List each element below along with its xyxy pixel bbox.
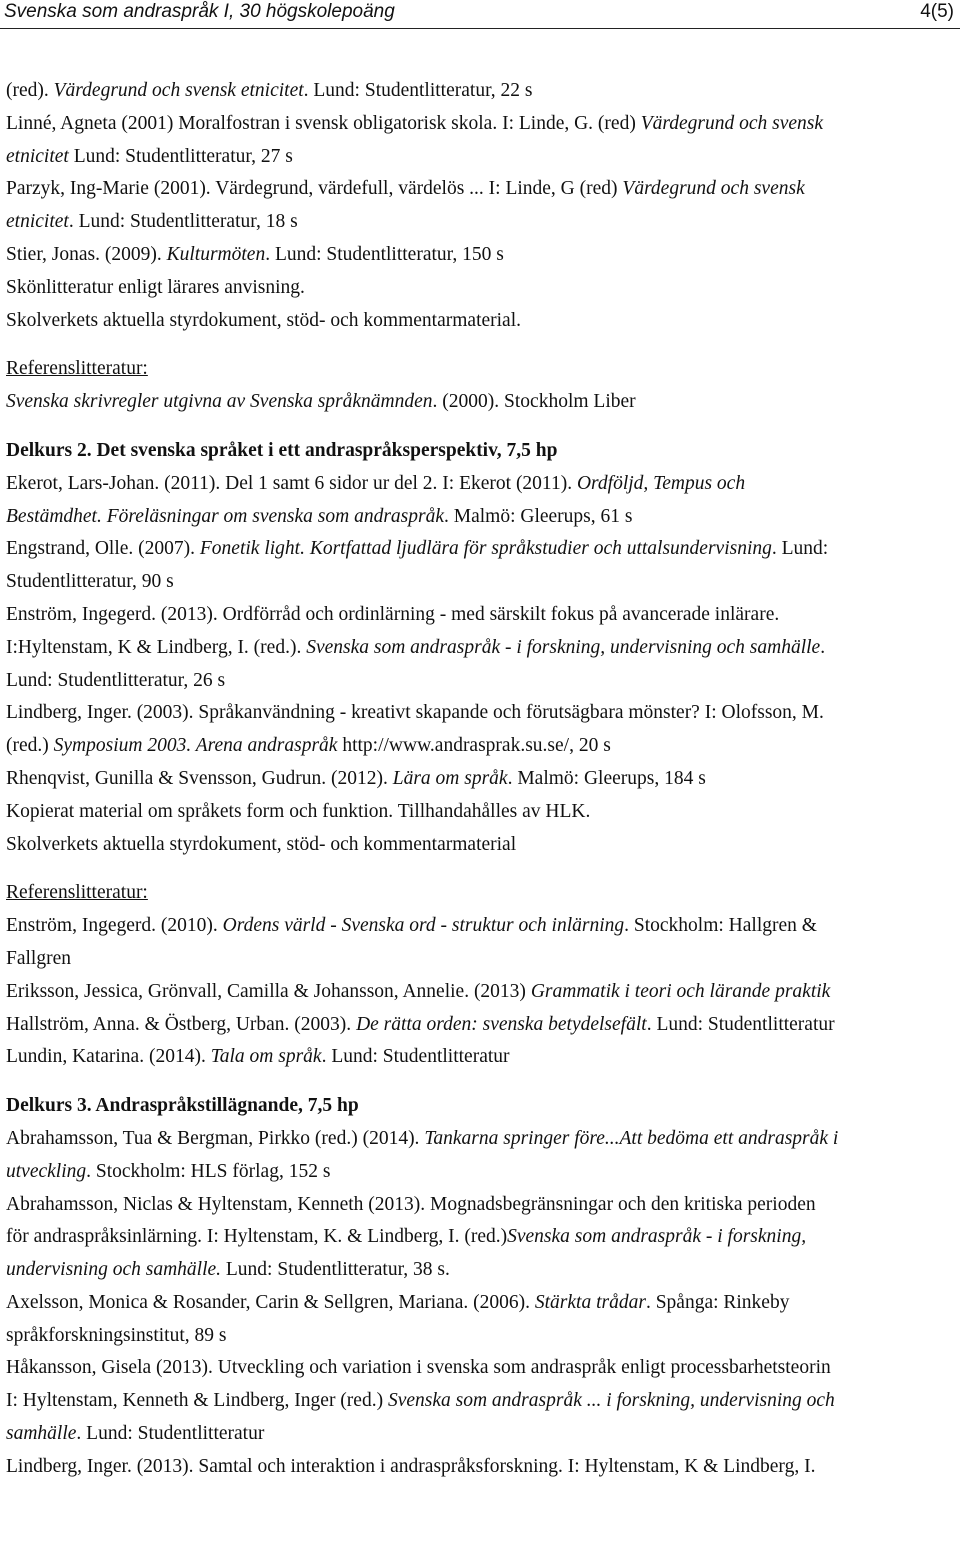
text-line xyxy=(6,1418,956,1451)
text-segment: . Lund: Studentlitteratur, 22 s xyxy=(303,80,533,101)
text-line xyxy=(6,566,956,599)
text-line xyxy=(6,206,956,239)
text-segment: . Lund: Studentlitteratur, 150 s xyxy=(265,243,504,265)
page-header xyxy=(0,0,960,29)
text-segment: samhälle xyxy=(6,1423,77,1445)
text-line xyxy=(6,1287,956,1320)
text-segment: Abrahamsson, Tua & Bergman, Pirkko (red.) (2014). xyxy=(6,1127,425,1149)
text-line xyxy=(6,173,956,206)
text-line xyxy=(6,730,956,763)
text-line xyxy=(6,763,956,796)
text-segment: . Lund: Studentlitteratur xyxy=(646,1013,835,1035)
text-segment: Tala om språk xyxy=(210,1046,322,1068)
text-segment: . Lund: Studentlitteratur, 18 s xyxy=(68,211,298,233)
section-heading: Delkurs 3. Andraspråkstillägnande, 7,5 hp xyxy=(6,1095,359,1117)
text-line xyxy=(6,1123,956,1156)
text-segment: Rhenqvist, Gunilla & Svensson, Gudrun. (2012). xyxy=(6,767,393,789)
text-segment: . Spånga: Rinkeby xyxy=(645,1291,790,1313)
text-line xyxy=(6,665,956,698)
document-body xyxy=(6,75,956,1484)
text-segment: Fallgren xyxy=(6,947,71,969)
text-segment: Håkansson, Gisela (2013). Utveckling och variation i svenska som andraspråk enligt processbarhetsteorin xyxy=(6,1357,831,1379)
text-line xyxy=(6,533,956,566)
text-line xyxy=(6,910,956,943)
text-line xyxy=(6,1090,956,1123)
text-line xyxy=(6,1451,956,1484)
text-segment: . Lund: xyxy=(771,538,829,560)
text-segment: Enström, Ingegerd. (2010). xyxy=(6,915,223,937)
text-segment: Lindberg, Inger. (2003). Språkanvändning - kreativt skapande och förutsägbara mönster? I: Olofsson, M. xyxy=(6,702,824,724)
text-segment: Lund: Studentlitteratur, 38 s. xyxy=(221,1259,450,1281)
text-segment: Linné, Agneta (2001) Moralfostran i svensk obligatorisk skola. I: Linde, G. (red) xyxy=(6,112,641,134)
text-segment: Svenska som andraspråk - i forskning, xyxy=(507,1226,807,1248)
text-line xyxy=(6,599,956,632)
text-segment: Svenska skrivregler utgivna av Svenska språknämnden xyxy=(6,391,433,413)
text-line xyxy=(6,1385,956,1418)
text-segment: (red). xyxy=(6,80,54,101)
text-segment: Axelsson, Monica & Rosander, Carin & Sellgren, Mariana. (2006). xyxy=(6,1291,535,1313)
spacer xyxy=(6,337,956,353)
text-line xyxy=(6,1009,956,1042)
text-segment: Kulturmöten xyxy=(166,243,266,265)
text-segment: Eriksson, Jessica, Grönvall, Camilla & Johansson, Annelie. (2013) xyxy=(6,980,531,1002)
text-line xyxy=(6,305,956,338)
text-segment: Lära om språk xyxy=(392,767,508,789)
text-line xyxy=(6,501,956,534)
text-segment: . Lund: Studentlitteratur xyxy=(321,1046,510,1068)
text-segment: etnicitet xyxy=(6,211,69,233)
text-segment: utveckling xyxy=(6,1160,87,1182)
text-segment: Skolverkets aktuella styrdokument, stöd- och kommentarmaterial xyxy=(6,833,517,855)
text-segment: . xyxy=(820,636,826,658)
text-line xyxy=(6,435,956,468)
text-segment: Abrahamsson, Niclas & Hyltenstam, Kenneth (2013). Mognadsbegränsningar och den kritiska perioden xyxy=(6,1193,816,1215)
section-heading: Delkurs 2. Det svenska språket i ett andraspråksperspektiv, 7,5 hp xyxy=(6,439,558,461)
header-title: Svenska som andraspråk I, 30 högskolepoäng xyxy=(4,1,395,22)
text-segment: Studentlitteratur, 90 s xyxy=(6,571,174,593)
text-segment: Kopierat material om språkets form och funktion. Tillhandahålles av HLK. xyxy=(6,800,591,822)
text-line xyxy=(6,353,956,386)
text-segment: Skolverkets aktuella styrdokument, stöd- och kommentarmaterial. xyxy=(6,309,521,331)
text-line xyxy=(6,141,956,174)
text-segment: . Malmö: Gleerups, 61 s xyxy=(444,505,633,527)
text-line xyxy=(6,632,956,665)
text-segment: Ordföljd, Tempus och xyxy=(576,472,746,494)
text-segment: . (2000). Stockholm Liber xyxy=(432,391,636,413)
text-line xyxy=(6,1189,956,1222)
text-segment: Svenska som andraspråk - i forskning, undervisning och samhälle xyxy=(306,636,821,658)
text-line xyxy=(6,1320,956,1353)
spacer xyxy=(6,861,956,877)
text-segment: I: Hyltenstam, Kenneth & Lindberg, Inger (red.) xyxy=(6,1390,388,1412)
page-number: 4(5) xyxy=(920,1,954,22)
text-segment: . Lund: Studentlitteratur xyxy=(76,1423,265,1445)
text-segment: Fonetik light. Kortfattad ljudlära för språkstudier och uttalsundervisning xyxy=(199,538,772,560)
text-line xyxy=(6,108,956,141)
text-line xyxy=(6,1352,956,1385)
text-line xyxy=(6,976,956,1009)
text-segment: Lundin, Katarina. (2014). xyxy=(6,1046,211,1068)
text-segment: Symposium 2003. Arena andraspråk xyxy=(53,735,338,757)
text-segment: Lindberg, Inger. (2013). Samtal och interaktion i andraspråksforskning. I: Hyltenstam, K & Lindberg, I. xyxy=(6,1455,816,1477)
text-segment: Tankarna springer före...Att bedöma ett andraspråk i xyxy=(424,1127,839,1149)
text-segment: . Stockholm: Hallgren & xyxy=(624,915,817,937)
text-line xyxy=(6,697,956,730)
spacer xyxy=(6,419,956,435)
text-segment: http://www.andrasprak.su.se/, 20 s xyxy=(337,735,611,757)
text-segment: Ordens värld - Svenska ord - struktur och inlärning xyxy=(222,915,625,937)
text-line xyxy=(6,796,956,829)
text-segment: Engstrand, Olle. (2007). xyxy=(6,538,200,560)
subheading: Referenslitteratur: xyxy=(6,358,148,380)
text-segment: Lund: Studentlitteratur, 26 s xyxy=(6,669,226,691)
text-segment: Stärkta trådar xyxy=(534,1291,646,1313)
text-segment: Stier, Jonas. (2009). xyxy=(6,243,167,265)
text-line xyxy=(6,877,956,910)
text-line xyxy=(6,272,956,305)
text-segment: för andraspråksinlärning. I: Hyltenstam, K. & Lindberg, I. (red.) xyxy=(6,1226,508,1248)
text-segment: Hallström, Anna. & Östberg, Urban. (2003). xyxy=(6,1013,357,1035)
text-segment: Skönlitteratur enligt lärares anvisning. xyxy=(6,276,305,298)
text-line xyxy=(6,468,956,501)
text-segment: De rätta orden: svenska betydelsefält xyxy=(356,1013,647,1035)
text-segment: . Stockholm: HLS förlag, 152 s xyxy=(86,1160,331,1182)
text-segment: Parzyk, Ing-Marie (2001). Värdegrund, värdefull, värdelös ... I: Linde, G (red) xyxy=(6,178,623,200)
text-segment: Värdegrund och svensk xyxy=(622,178,805,200)
text-segment: Värdegrund och svensk xyxy=(640,112,824,134)
text-line xyxy=(6,75,956,108)
spacer xyxy=(6,1074,956,1090)
text-line xyxy=(6,829,956,862)
text-line xyxy=(6,1254,956,1287)
text-segment: Värdegrund och svensk etnicitet xyxy=(53,80,304,101)
text-segment: Enström, Ingegerd. (2013). Ordförråd och ordinlärning - med särskilt fokus på avancerade inlärare. xyxy=(6,603,780,625)
text-segment: Ekerot, Lars-Johan. (2011). Del 1 samt 6 sidor ur del 2. I: Ekerot (2011). xyxy=(6,472,577,494)
text-segment: (red.) xyxy=(6,735,54,757)
text-segment: undervisning och samhälle. xyxy=(6,1259,222,1281)
text-line xyxy=(6,1041,956,1074)
text-segment: Lund: Studentlitteratur, 27 s xyxy=(68,145,293,167)
text-line xyxy=(6,386,956,419)
text-segment: Svenska som andraspråk ... i forskning, undervisning och xyxy=(387,1390,835,1412)
text-segment: Bestämdhet. Föreläsningar om svenska som andraspråk xyxy=(6,505,444,527)
text-segment: Grammatik i teori och lärande praktik xyxy=(530,980,831,1002)
text-line xyxy=(6,1221,956,1254)
text-segment: . Malmö: Gleerups, 184 s xyxy=(507,767,706,789)
text-segment: språkforskningsinstitut, 89 s xyxy=(6,1324,227,1346)
text-line xyxy=(6,1156,956,1189)
text-line xyxy=(6,239,956,272)
text-segment: I:Hyltenstam, K & Lindberg, I. (red.). xyxy=(6,636,307,658)
text-segment: etnicitet xyxy=(6,145,69,167)
text-line xyxy=(6,943,956,976)
subheading: Referenslitteratur: xyxy=(6,882,148,904)
